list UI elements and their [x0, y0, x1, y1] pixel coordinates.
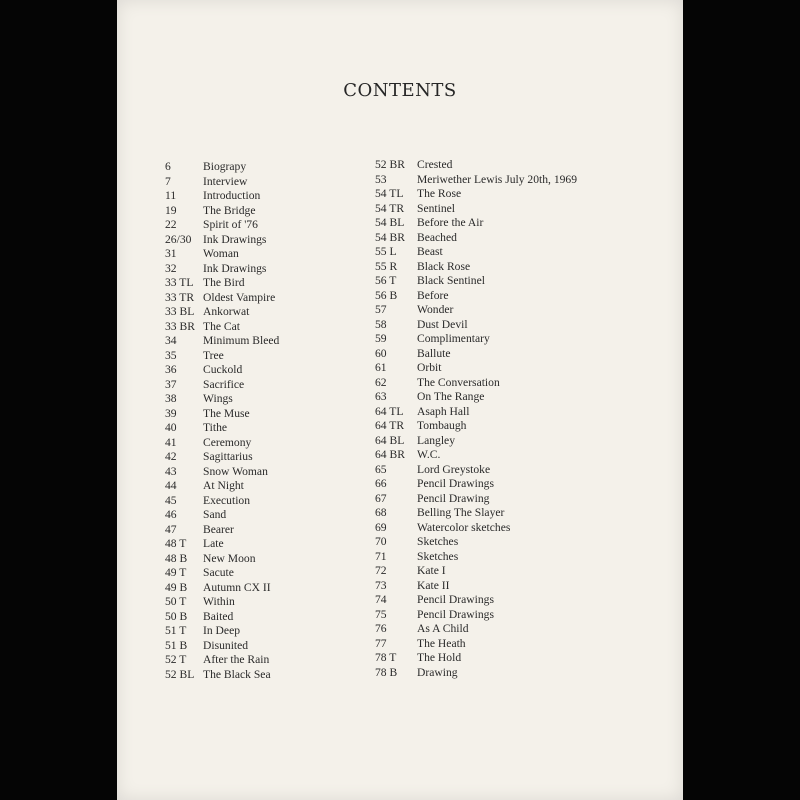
toc-entry-title: Orbit: [417, 361, 442, 374]
toc-entry-title: Woman: [203, 247, 239, 260]
toc-page-number: 19: [165, 203, 177, 217]
toc-entry-title: Ballute: [417, 346, 451, 360]
toc-entry: [375, 608, 675, 623]
toc-entry-title: Meriwether Lewis July 20th, 1969: [417, 172, 578, 186]
toc-page-number: 33 BL: [165, 305, 195, 318]
toc-entry-title: Baited: [203, 609, 234, 623]
toc-page-number: 36: [165, 363, 177, 376]
toc-entry: [375, 593, 675, 608]
toc-entry-title: Disunited: [203, 638, 249, 652]
toc-entry-title: Crested: [417, 158, 453, 171]
toc-entry-title: Dust Devil: [417, 317, 468, 331]
toc-page-number: 78 B: [375, 665, 398, 679]
toc-page-number: 57: [375, 303, 387, 316]
toc-entry: [375, 231, 675, 246]
toc-page-number: 67: [375, 491, 387, 505]
toc-page-number: 6: [165, 160, 171, 173]
toc-page-number: 38: [165, 392, 177, 405]
toc-page-number: 62: [375, 375, 387, 389]
toc-entry-title: Sacute: [203, 566, 234, 579]
toc-entry: [375, 187, 675, 202]
toc-entry-title: At Night: [203, 479, 244, 492]
toc-page-number: 34: [165, 334, 177, 347]
toc-entry: [375, 492, 675, 507]
toc-page-number: 33 TL: [165, 276, 194, 289]
toc-entry: [375, 376, 675, 391]
toc-entry: [375, 260, 675, 275]
toc-page-number: 40: [165, 421, 177, 434]
toc-entry: [375, 579, 675, 594]
toc-page-number: 54 BL: [375, 216, 405, 229]
toc-page-number: 64 BL: [375, 433, 405, 447]
toc-entry-title: Introduction: [203, 189, 261, 202]
toc-page-number: 55 L: [375, 245, 397, 258]
toc-entry: [375, 535, 675, 550]
toc-entry-title: Ink Drawings: [203, 232, 267, 246]
toc-entry: [375, 622, 675, 637]
toc-page-number: 45: [165, 493, 177, 507]
toc-entry: [375, 361, 675, 376]
toc-page-number: 56 T: [375, 274, 397, 287]
toc-page-number: 61: [375, 361, 387, 374]
toc-entry-title: New Moon: [203, 551, 256, 565]
toc-page-number: 52 T: [165, 653, 187, 666]
toc-page-number: 47: [165, 522, 177, 536]
toc-page-number: 41: [165, 435, 177, 449]
toc-entry-title: Sentinel: [417, 201, 455, 215]
toc-page-number: 52 BR: [375, 158, 405, 171]
toc-entry-title: W.C.: [417, 448, 441, 461]
toc-entry-title: The Bird: [203, 276, 245, 289]
toc-right-column: [375, 158, 675, 680]
toc-page-number: 11: [165, 189, 177, 202]
toc-entry: [375, 173, 675, 188]
toc-entry-title: Wings: [203, 392, 233, 405]
toc-page-number: 48 T: [165, 537, 187, 550]
toc-page-number: 7: [165, 174, 171, 188]
toc-page-number: 64 BR: [375, 448, 405, 461]
toc-page-number: 26/30: [165, 232, 192, 246]
toc-entry-title: Drawing: [417, 665, 458, 679]
toc-entry-title: Late: [203, 537, 224, 550]
toc-page-number: 37: [165, 377, 177, 391]
toc-entry-title: Biograpy: [203, 160, 247, 173]
toc-entry-title: Sacrifice: [203, 377, 245, 391]
toc-entry: [375, 448, 675, 463]
toc-page-number: 48 B: [165, 551, 188, 565]
toc-entry-title: Spirit of '76: [203, 218, 258, 231]
toc-page-number: 33 BR: [165, 319, 195, 333]
toc-entry-title: The Cat: [203, 319, 241, 333]
toc-entry-title: Ankorwat: [203, 305, 250, 318]
toc-entry: [375, 550, 675, 565]
toc-entry: [375, 477, 675, 492]
toc-entry-title: In Deep: [203, 624, 241, 637]
toc-page-number: 75: [375, 607, 387, 621]
toc-page-number: 53: [375, 172, 387, 186]
toc-entry: [375, 434, 675, 449]
toc-page-number: 54 TL: [375, 187, 404, 200]
toc-page-number: 51 T: [165, 624, 187, 637]
toc-entry-title: The Rose: [417, 187, 462, 200]
toc-entry-title: Snow Woman: [203, 464, 268, 478]
toc-page-number: 50 B: [165, 609, 188, 623]
toc-entry-title: The Conversation: [417, 375, 500, 389]
toc-page-number: 56 B: [375, 288, 398, 302]
toc-entry: [375, 419, 675, 434]
toc-entry-title: Tree: [203, 348, 224, 362]
toc-entry-title: Sketches: [417, 535, 459, 548]
toc-entry-title: Pencil Drawings: [417, 607, 494, 621]
toc-page-number: 71: [375, 549, 387, 563]
toc-entry-title: Execution: [203, 493, 251, 507]
toc-page-number: 73: [375, 578, 387, 592]
toc-entry-title: The Hold: [417, 651, 462, 664]
toc-entry: [375, 216, 675, 231]
toc-page-number: 72: [375, 564, 387, 577]
toc-entry-title: Autumn CX II: [203, 580, 271, 594]
toc-page-number: 32: [165, 261, 177, 275]
toc-page-number: 59: [375, 332, 387, 345]
document-page: [117, 0, 683, 800]
toc-entry-title: Lord Greystoke: [417, 462, 491, 476]
toc-entry: [375, 347, 675, 362]
toc-entry-title: Langley: [417, 433, 455, 447]
toc-entry-title: Interview: [203, 174, 248, 188]
toc-page-number: 64 TR: [375, 419, 405, 432]
toc-entry: [375, 202, 675, 217]
toc-entry: [375, 666, 675, 681]
toc-entry-title: The Heath: [417, 636, 466, 650]
toc-entry-title: After the Rain: [203, 653, 270, 666]
toc-page-number: 69: [375, 520, 387, 534]
toc-entry-title: Asaph Hall: [417, 404, 470, 418]
toc-entry-title: The Bridge: [203, 203, 256, 217]
toc-page-number: 54 BR: [375, 230, 405, 244]
toc-entry-title: Bearer: [203, 522, 234, 536]
toc-page-number: 77: [375, 636, 387, 650]
toc-page-number: 55 R: [375, 259, 398, 273]
toc-entry-title: Black Sentinel: [417, 274, 485, 287]
toc-page-number: 46: [165, 508, 177, 521]
toc-page-number: 58: [375, 317, 387, 331]
toc-page-number: 33 TR: [165, 290, 195, 304]
toc-page-number: 50 T: [165, 595, 187, 608]
toc-entry-title: Beast: [417, 245, 443, 258]
toc-entry-title: Black Rose: [417, 259, 471, 273]
toc-entry-title: Sagittarius: [203, 450, 253, 463]
toc-page-number: 76: [375, 622, 387, 635]
toc-page-number: 66: [375, 477, 387, 490]
toc-entry: [375, 245, 675, 260]
toc-page-number: 63: [375, 390, 387, 403]
toc-entry-title: Wonder: [417, 303, 454, 316]
toc-entry-title: Tithe: [203, 421, 228, 434]
toc-entry-title: Pencil Drawing: [417, 491, 490, 505]
toc-entry-title: Within: [203, 595, 235, 608]
toc-entry: [375, 506, 675, 521]
toc-entry-title: Before the Air: [417, 216, 484, 229]
toc-entry-title: Belling The Slayer: [417, 506, 505, 519]
toc-entry: [375, 651, 675, 666]
toc-entry-title: Kate I: [417, 564, 446, 577]
toc-page-number: 31: [165, 247, 177, 260]
toc-page-number: 39: [165, 406, 177, 420]
toc-entry-title: Oldest Vampire: [203, 290, 276, 304]
toc-entry: [375, 390, 675, 405]
toc-entry-title: Pencil Drawings: [417, 593, 494, 606]
toc-entry: [375, 303, 675, 318]
toc-page-number: 60: [375, 346, 387, 360]
toc-entry-title: Ceremony: [203, 435, 252, 449]
toc-entry: [375, 289, 675, 304]
page-title: CONTENTS: [343, 80, 457, 101]
toc-entry-title: Pencil Drawings: [417, 477, 494, 490]
toc-page-number: 43: [165, 464, 177, 478]
toc-entry-title: As A Child: [417, 622, 469, 635]
toc-entry-title: Complimentary: [417, 332, 490, 345]
toc-entry: [375, 318, 675, 333]
toc-entry-title: The Muse: [203, 406, 250, 420]
toc-entry-title: Cuckold: [203, 363, 243, 376]
toc-page-number: 64 TL: [375, 404, 404, 418]
toc-page-number: 54 TR: [375, 201, 405, 215]
toc-entry-title: Tombaugh: [417, 419, 467, 432]
toc-page-number: 42: [165, 450, 177, 463]
toc-entry: [375, 332, 675, 347]
toc-page-number: 70: [375, 535, 387, 548]
toc-entry-title: The Black Sea: [203, 667, 271, 681]
toc-page-number: 74: [375, 593, 387, 606]
toc-entry-title: Beached: [417, 230, 457, 244]
toc-entry: [375, 521, 675, 536]
toc-entry: [375, 274, 675, 289]
toc-entry-title: Sketches: [417, 549, 459, 563]
toc-page-number: 35: [165, 348, 177, 362]
toc-entry: [375, 158, 675, 173]
toc-page-number: 68: [375, 506, 387, 519]
toc-page-number: 78 T: [375, 651, 397, 664]
toc-entry-title: Sand: [203, 508, 227, 521]
toc-entry: [375, 564, 675, 579]
toc-page-number: 49 B: [165, 580, 188, 594]
toc-entry-title: On The Range: [417, 390, 485, 403]
toc-entry: [375, 405, 675, 420]
toc-page-number: 52 BL: [165, 667, 195, 681]
toc-page-number: 44: [165, 479, 177, 492]
toc-entry: [375, 463, 675, 478]
toc-page-number: 51 B: [165, 638, 188, 652]
toc-entry-title: Kate II: [417, 578, 450, 592]
toc-page-number: 65: [375, 462, 387, 476]
toc-entry-title: Minimum Bleed: [203, 334, 280, 347]
toc-entry: [375, 637, 675, 652]
toc-entry-title: Ink Drawings: [203, 261, 267, 275]
toc-page-number: 22: [165, 218, 177, 231]
toc-entry-title: Before: [417, 288, 449, 302]
toc-entry-title: Watercolor sketches: [417, 520, 511, 534]
toc-page-number: 49 T: [165, 566, 187, 579]
